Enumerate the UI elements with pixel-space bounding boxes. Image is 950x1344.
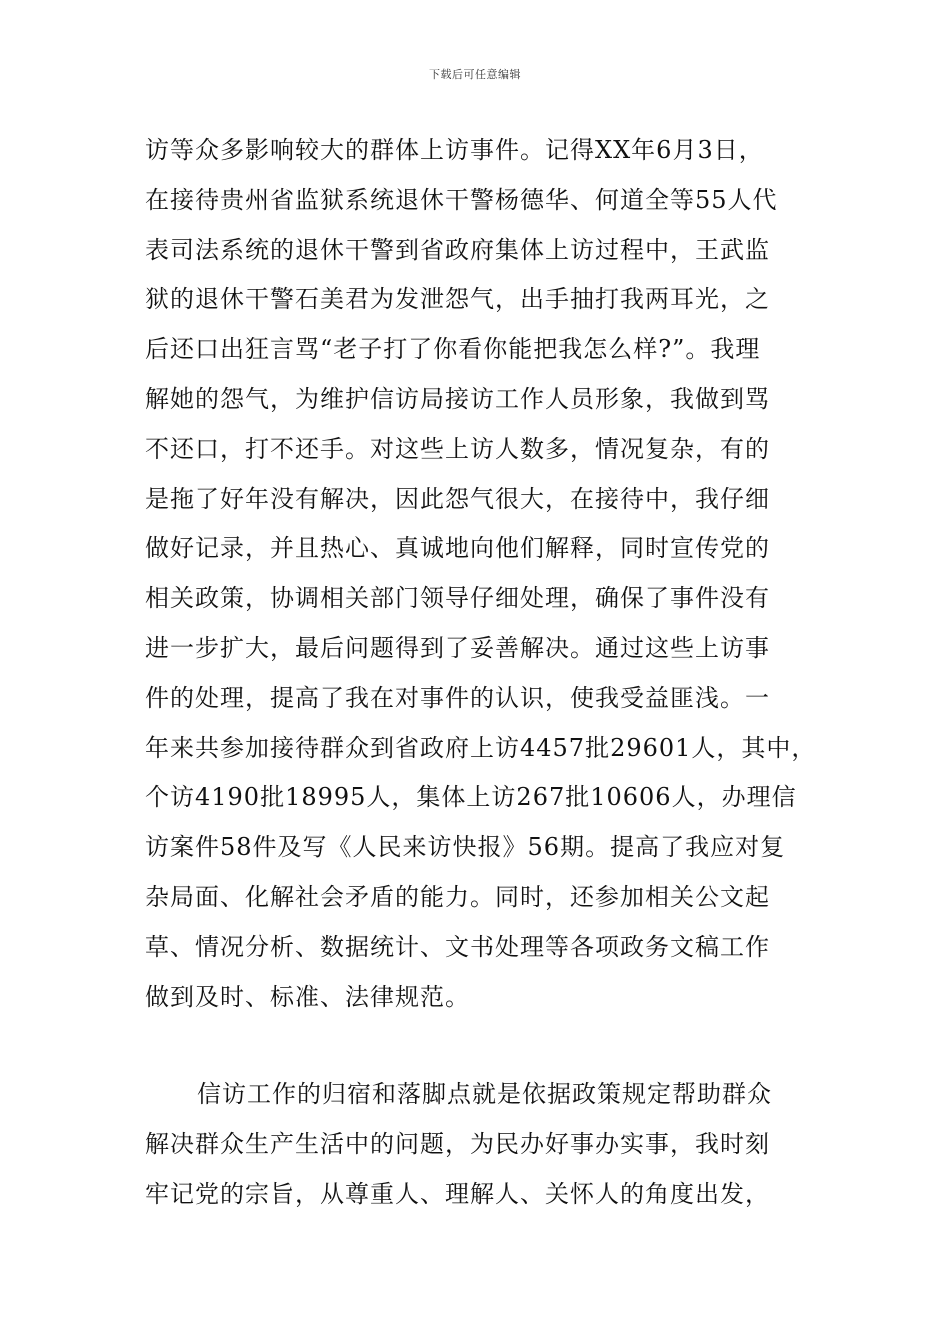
text-line: 在接待贵州省监狱系统退休干警杨德华、何道全等55人代 [145,185,778,214]
text-line: 牢记党的宗旨，从尊重人、理解人、关怀人的角度出发， [145,1179,770,1208]
text-line: 解决群众生产生活中的问题，为民办好事办实事，我时刻 [145,1129,770,1158]
text-line: 信访工作的归宿和落脚点就是依据政策规定帮助群众 [197,1080,772,1108]
text-line: 进一步扩大，最后问题得到了妥善解决。通过这些上访事 [145,633,770,662]
text-line: 件的处理，提高了我在对事件的认识，使我受益匪浅。一 [145,683,770,712]
text-line: 解她的怨气，为维护信访局接访工作人员形象，我做到骂 [145,384,770,413]
text-line: 表司法系统的退休干警到省政府集体上访过程中，王武监 [145,235,770,264]
text-line: 后还口出狂言骂“老子打了你看你能把我怎么样?”。我理 [145,335,761,364]
paragraph-2 [145,1070,815,1219]
text-line: 是拖了好年没有解决，因此怨气很大，在接待中，我仔细 [145,484,770,513]
text-line: 相关政策，协调相关部门领导仔细处理，确保了事件没有 [145,584,770,613]
text-line: 个访4190批18995人，集体上访267批10606人，办理信 [145,783,797,812]
text-line: 访案件58件及写《人民来访快报》56期。提高了我应对复 [145,833,786,862]
text-line: 草、情况分析、数据统计、文书处理等各项政务文稿工作 [145,932,770,961]
text-line: 年来共参加接待群众到省政府上访4457批29601人，其中， [145,733,817,762]
text-line: 做到及时、标准、法律规范。 [145,982,470,1011]
text-line: 访等众多影响较大的群体上访事件。记得XX年6月3日， [145,136,764,164]
text-line: 杂局面、化解社会矛盾的能力。同时，还参加相关公文起 [145,882,770,911]
page-header: 下载后可任意编辑 [429,68,521,81]
text-line: 做好记录，并且热心、真诚地向他们解释，同时宣传党的 [145,534,770,563]
paragraph-1 [145,126,815,1022]
text-line: 狱的退休干警石美君为发泄怨气，出手抽打我两耳光，之 [145,285,770,314]
text-line: 不还口，打不还手。对这些上访人数多，情况复杂，有的 [145,434,770,463]
